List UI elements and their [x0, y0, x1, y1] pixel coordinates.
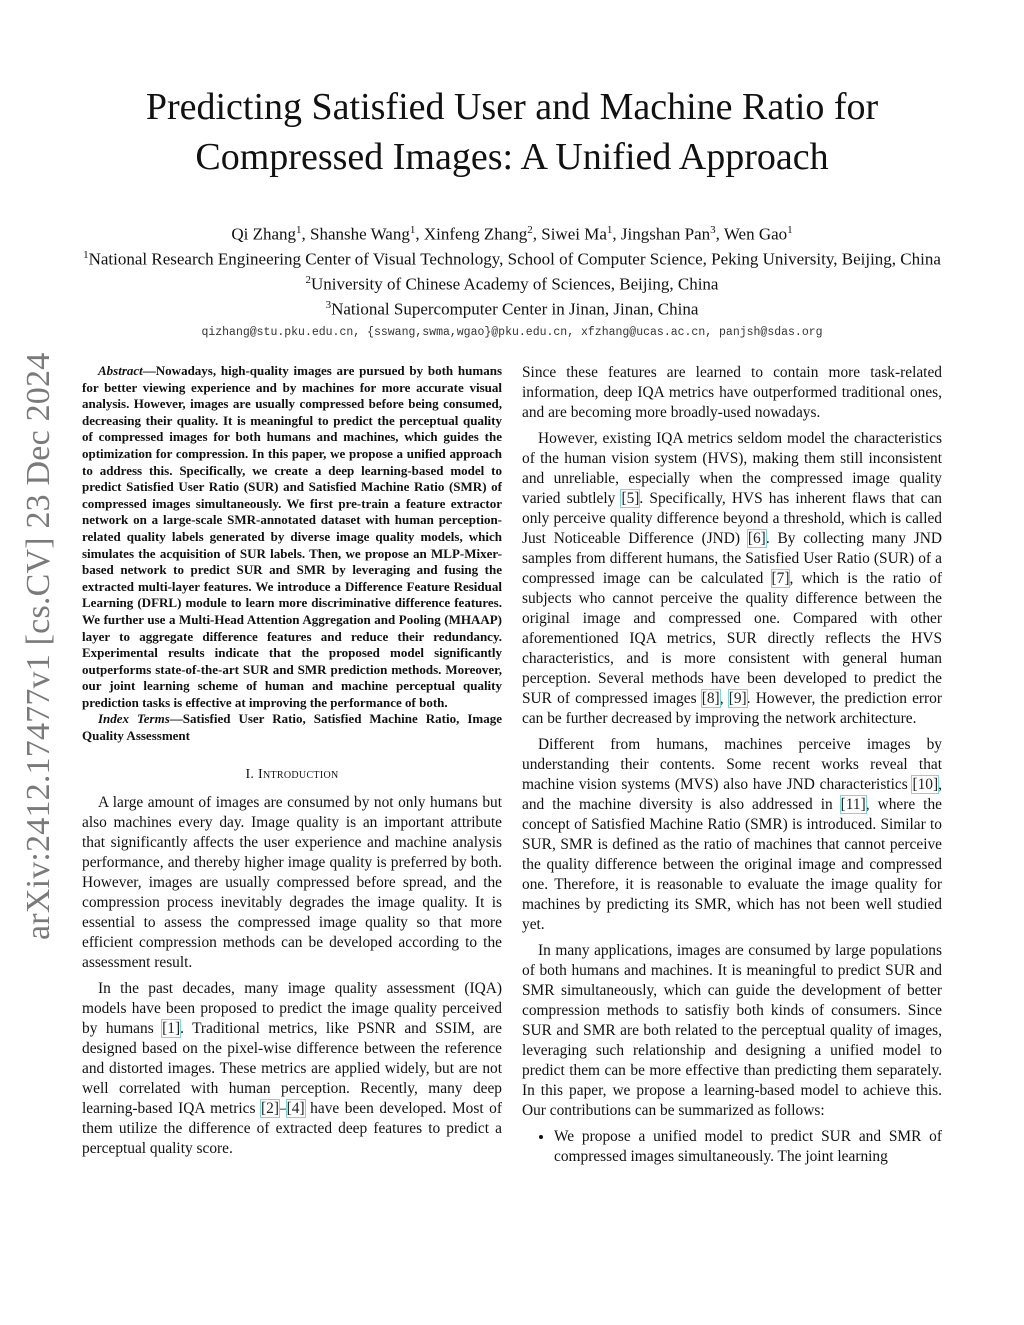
paragraph-text: Different from humans, machines perceive images by understanding their contents. Some recent works reveal that machine vision systems (MVS) also have JND characteristics — [522, 736, 942, 793]
citation-link[interactable]: [2] — [261, 1099, 279, 1117]
index-terms-label: Index Terms — [98, 711, 170, 727]
paragraph-text: However, existing IQA metrics seldom model the characteristics of the human vision system (HVS), making them still inconsistent and unreliable, especially when the compressed image quality varied subtlely — [522, 430, 942, 507]
citation-link[interactable]: [6] — [747, 530, 766, 547]
author: Jingshan Pan — [620, 224, 711, 244]
index-terms-text: —Satisfied User Ratio, Satisfied Machine Ratio, Image Quality Assessment — [82, 711, 502, 744]
paragraph-text: . Specifically, HVS has inherent flaws that can only perceive quality difference beyond a threshold, which is called Just Noticeable Difference (JND) — [522, 490, 942, 547]
citation-link[interactable]: [1] — [162, 1019, 181, 1037]
abstract-label: Abstract — [98, 363, 143, 378]
paragraph-text: In the past decades, many image quality assessment (IQA) models have been proposed to predict the image quality perceived by humans — [82, 979, 502, 1037]
author-list: Qi Zhang$^1$, Shanshe Wang$^1$, Xinfeng Zhang$^2$, Siwei Ma$^1$, Jingshan Pan$^3$, Wen Gao$^1$ — [231, 224, 793, 244]
title-line-2: Compressed Images: A Unified Approach — [195, 136, 829, 178]
paper-title — [60, 82, 964, 182]
citation-link[interactable]: [9] — [728, 690, 747, 707]
affiliation — [50, 270, 974, 295]
paragraph-text: – — [278, 1099, 287, 1117]
author-affiliation-mark: 2 — [527, 224, 533, 236]
author-emails: qizhang@stu.pku.edu.cn, {sswang,swma,wgao}@pku.edu.cn, xfzhang@ucas.ac.cn, panjsh@sdas.org — [201, 325, 823, 339]
affiliation-number: 2 — [305, 274, 312, 287]
paragraph-text: . By collecting many JND samples from different humans, the Satisfied User Ratio (SUR) of a compressed image can be calculated — [522, 530, 942, 587]
paragraph-text: . Traditional metrics, like PSNR and SSIM, are designed based on the pixel-wise difference between the reference and distorted images. These metrics are applied widely, but are not well correlated with human perception. Recently, many deep learning-based IQA metrics — [82, 1019, 502, 1117]
affiliation-text: National Supercomputer Center in Jinan, Jinan, China — [331, 300, 699, 320]
abstract-text: —Nowadays, high-quality images are pursued by both humans for better viewing experience and by machines for more accurate visual analysis. However, images are usually compressed before being consumed, decreasing their quality. It is meaningful to predict the perceptual quality of compressed images for both humans and machines, which guides the optimization for compression. In this paper, we propose a unified approach to address this. Specifically, we create a deep learning-based model to predict Satisfied User Ratio (SUR) and Satisfied Machine Ratio (SMR) of compressed images simultaneously. We first pre-train a feature extractor network on a large-scale SMR-annotated dataset with human perception-related quality labels generated by diverse image quality models, which simulates the acquisition of SUR labels. Then, we propose an MLP-Mixer-based network to predict SUR and SMR by leveraging and fusing the extracted multi-layer features. We introduce a Difference Feature Residual Learning (DFRL) module to learn more discriminative difference features. We further use a Multi-Head Attention Aggregation and Pooling (MHAAP) layer to aggregate difference features and reduce their redundancy. Experimental results indicate that the proposed model significantly outperforms state-of-the-art SUR and SMR prediction methods. Moreover, our joint learning scheme of human and machine perceptual quality prediction tasks is effective at improving the performance of both. — [82, 363, 502, 710]
author: Siwei Ma — [541, 224, 607, 244]
intro-paragraph-5 — [522, 735, 942, 935]
left-column — [82, 363, 502, 1165]
section-heading — [82, 765, 502, 785]
author-affiliation-mark: 3 — [710, 224, 716, 236]
citation-link[interactable]: [7] — [771, 570, 790, 587]
paragraph-text: , and the machine diversity is also addressed in — [522, 776, 942, 813]
paragraph-text: , which is the ratio of subjects who cannot perceive the quality difference between the original image and compressed one. Compared with other aforementioned IQA metrics, SUR directly reflects the HVS characteristics, and is more consistent with general human perception. Several methods have been developed to predict the SUR of compressed images — [522, 570, 942, 707]
author-affiliation-mark: 1 — [409, 224, 416, 236]
author: Xinfeng Zhang — [423, 224, 528, 244]
intro-paragraph-4 — [522, 429, 942, 729]
arxiv-identifier: arXiv:2412.17477v1 [cs.CV] 23 Dec 2024 — [20, 352, 57, 940]
index-terms — [82, 711, 502, 744]
right-column — [522, 363, 942, 1167]
affiliation-text: National Research Engineering Center of Visual Technology, School of Computer Science, Peking University, Beijing, China — [88, 249, 941, 269]
author-affiliation-mark: 1 — [296, 224, 302, 236]
contributions-list — [522, 1127, 942, 1167]
citation-link[interactable]: [5] — [621, 490, 640, 507]
author: Qi Zhang — [231, 224, 297, 244]
author-block — [50, 220, 974, 343]
affiliation-number: 1 — [83, 249, 89, 262]
intro-paragraph-1: A large amount of images are consumed by not only humans but also machines every day. Image quality is an important attribute that significantly affects the user experience and machine analysis performance, and thereby higher image quality is preferred by both. However, images are usually compressed before spread, and the compression process inevitably degrades the image quality. It is essential to assess the compressed image quality so that more efficient compression methods can be developed according to the assessment result. — [82, 793, 502, 971]
author: Wen Gao — [723, 224, 788, 244]
affiliation — [50, 295, 974, 320]
intro-paragraph-6: In many applications, images are consumed by large populations of both humans and machines. It is meaningful to predict SUR and SMR simultaneously, which can guide the development of better compression methods to satisfiy both kinds of consumers. Since SUR and SMR are both related to the perceptual quality of images, leveraging such relationship and designing a unified model to predict them can be more effective than predicting them separately. In this paper, we propose a learning-based model to achieve this. Our contributions can be summarized as follows: — [522, 942, 942, 1119]
citation-link[interactable]: [10] — [912, 776, 939, 793]
author-affiliation-mark: 1 — [787, 224, 793, 236]
title-line-1: Predicting Satisfied User and Machine Ratio for — [145, 86, 879, 128]
paragraph-text: , where the concept of Satisfied Machine Ratio (SMR) is introduced. Similar to SUR, SMR is defined as the ratio of machines that cannot perceive the quality difference between the original image and compressed one. Therefore, it is reasonable to evaluate the image quality for machines by predicting its SMR, which has not been well studied yet. — [522, 796, 942, 933]
paragraph-text: have been developed. Most of them utilize the difference of extracted deep features to predict a perceptual quality score. — [82, 1099, 502, 1157]
citation-link[interactable]: [4] — [286, 1099, 305, 1117]
paragraph-text: , — [719, 690, 729, 707]
author: Shanshe Wang — [310, 224, 410, 244]
affiliation-number: 3 — [325, 299, 332, 312]
section-number: I. — [245, 766, 259, 782]
affiliation — [50, 245, 974, 270]
section-title: Introduction — [258, 766, 339, 782]
intro-paragraph-2 — [82, 979, 502, 1159]
citation-link[interactable]: [11] — [840, 796, 866, 813]
affiliation-text: University of Chinese Academy of Sciences, Beijing, China — [311, 274, 719, 294]
intro-paragraph-3: Since these features are learned to contain more task-related information, deep IQA metrics have outperformed traditional ones, and are becoming more broadly-used nowadays. — [522, 364, 942, 421]
citation-link[interactable]: [8] — [701, 690, 720, 707]
abstract — [82, 363, 502, 711]
paragraph-text: . However, the prediction error can be further decreased by improving the network architecture. — [522, 690, 942, 727]
list-item: • We propose a unified model to predict SUR and SMR of compressed images simultaneously. The joint learning — [554, 1127, 942, 1167]
author-affiliation-mark: 1 — [606, 224, 613, 236]
